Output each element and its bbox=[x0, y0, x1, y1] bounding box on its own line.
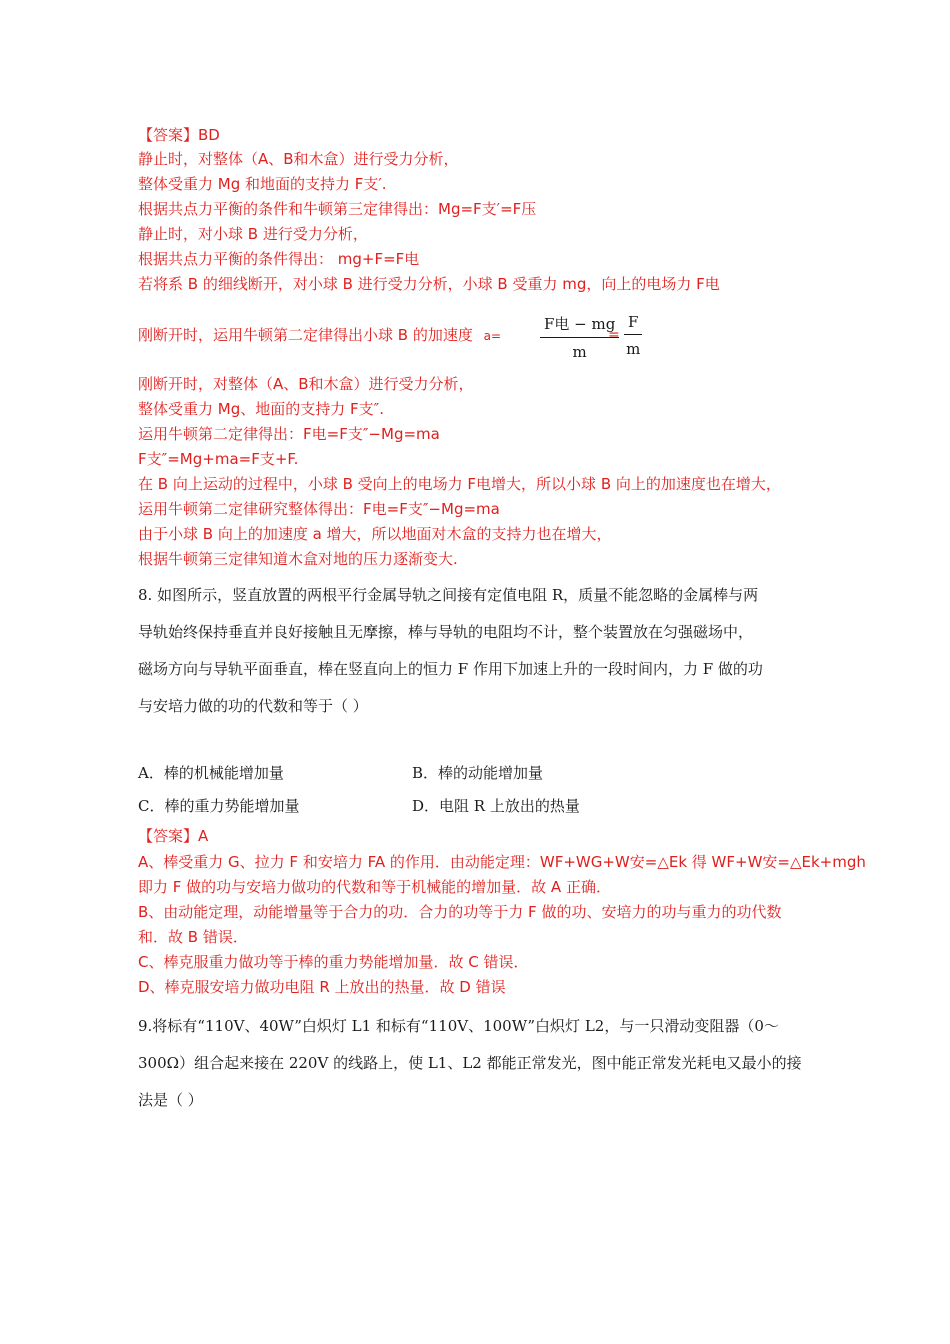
question-9-line-2: 300Ω）组合起来接在 220V 的线路上，使 L1、L2 都能正常发光，图中能正常发光耗电又最小的接 bbox=[138, 1054, 802, 1072]
question-8-option-b: B．棒的动能增加量 bbox=[412, 764, 544, 782]
answer-7-line-12: 运用牛顿第二定律研究整体得出：F电=F支″−Mg=ma bbox=[138, 500, 500, 518]
answer-8-line-2: 即力 F 做的功与安培力做功的代数和等于机械能的增加量．故 A 正确． bbox=[138, 878, 611, 896]
accel-symbol: a= bbox=[483, 329, 502, 343]
accel-fraction-2 bbox=[624, 313, 642, 358]
answer-8-line-4: 和．故 B 错误． bbox=[138, 928, 248, 946]
answer-7-line-10: F支″=Mg+ma=F支+F. bbox=[138, 450, 299, 468]
answer-7-accel-line bbox=[138, 325, 501, 346]
accel-fraction-2-denominator: m bbox=[626, 340, 641, 358]
answer-8-line-6: D、棒克服安培力做功电阻 R 上放出的热量．故 D 错误 bbox=[138, 978, 506, 996]
question-8-line-4: 与安培力做的功的代数和等于（ ） bbox=[138, 697, 368, 715]
answer-8-line-1: A、棒受重力 G、拉力 F 和安培力 FA 的作用．由动能定理：WF+WG+W安=△Ek 得 WF+W安=△Ek+mgh bbox=[138, 853, 866, 871]
accel-fraction-1-numerator: F电 − mg bbox=[540, 313, 619, 338]
answer-7-line-7: 刚断开时，对整体（A、B和木盒）进行受力分析， bbox=[138, 375, 474, 393]
answer-7-line-11: 在 B 向上运动的过程中，小球 B 受向上的电场力 F电增大，所以小球 B 向上的加速度也在增大， bbox=[138, 475, 781, 493]
accel-fraction-1-denominator: m bbox=[572, 343, 587, 361]
question-8-option-a: A．棒的机械能增加量 bbox=[138, 764, 284, 782]
answer-7-line-2: 整体受重力 Mg 和地面的支持力 F支′. bbox=[138, 175, 387, 193]
answer-7-line-3: 根据共点力平衡的条件和牛顿第三定律得出：Mg=F支′=F压 bbox=[138, 200, 537, 218]
answer-7-line-1: 静止时，对整体（A、B和木盒）进行受力分析， bbox=[138, 150, 459, 168]
answer-7-line-4: 静止时，对小球 B 进行受力分析， bbox=[138, 225, 368, 243]
question-8-line-2: 导轨始终保持垂直并良好接触且无摩擦，棒与导轨的电阻均不计，整个装置放在匀强磁场中， bbox=[138, 623, 754, 641]
answer-7-line-14: 根据牛顿第三定律知道木盒对地的压力逐渐变大. bbox=[138, 550, 458, 568]
answer-7-line-6: 若将系 B 的细线断开，对小球 B 进行受力分析，小球 B 受重力 mg，向上的电场力 F电 bbox=[138, 275, 720, 293]
accel-prefix: 刚断开时，运用牛顿第二定律得出小球 B 的加速度 bbox=[138, 326, 473, 344]
question-8-line-3: 磁场方向与导轨平面垂直，棒在竖直向上的恒力 F 作用下加速上升的一段时间内，力 F 做的功 bbox=[138, 660, 763, 678]
answer-8-line-5: C、棒克服重力做功等于棒的重力势能增加量．故 C 错误． bbox=[138, 953, 529, 971]
answer-7-line-5: 根据共点力平衡的条件得出： mg+F=F电 bbox=[138, 250, 420, 268]
question-8-option-d: D．电阻 R 上放出的热量 bbox=[412, 797, 580, 815]
accel-fraction-2-numerator: F bbox=[624, 313, 642, 335]
question-8-option-c: C．棒的重力势能增加量 bbox=[138, 797, 300, 815]
answer-7-line-8: 整体受重力 Mg、地面的支持力 F支″. bbox=[138, 400, 384, 418]
answer-7-line-13: 由于小球 B 向上的加速度 a 增大，所以地面对木盒的支持力也在增大， bbox=[138, 525, 612, 543]
answer-8-line-3: B、由动能定理，动能增量等于合力的功．合力的功等于力 F 做的功、安培力的功与重力的功代数 bbox=[138, 903, 782, 921]
answer-7-line-9: 运用牛顿第二定律得出：F电=F支″−Mg=ma bbox=[138, 425, 440, 443]
answer-8-heading: 【答案】A bbox=[138, 827, 209, 845]
question-9-line-3: 法是（ ） bbox=[138, 1091, 203, 1109]
answer-7-heading: 【答案】BD bbox=[138, 126, 220, 144]
accel-equals: = bbox=[608, 327, 620, 343]
question-9-line-1: 9.将标有“110V、40W”白炽灯 L1 和标有“110V、100W”白炽灯 L2，与一只滑动变阻器（0～ bbox=[138, 1017, 779, 1035]
question-8-line-1: 8. 如图所示，竖直放置的两根平行金属导轨之间接有定值电阻 R，质量不能忽略的金属棒与两 bbox=[138, 586, 759, 604]
